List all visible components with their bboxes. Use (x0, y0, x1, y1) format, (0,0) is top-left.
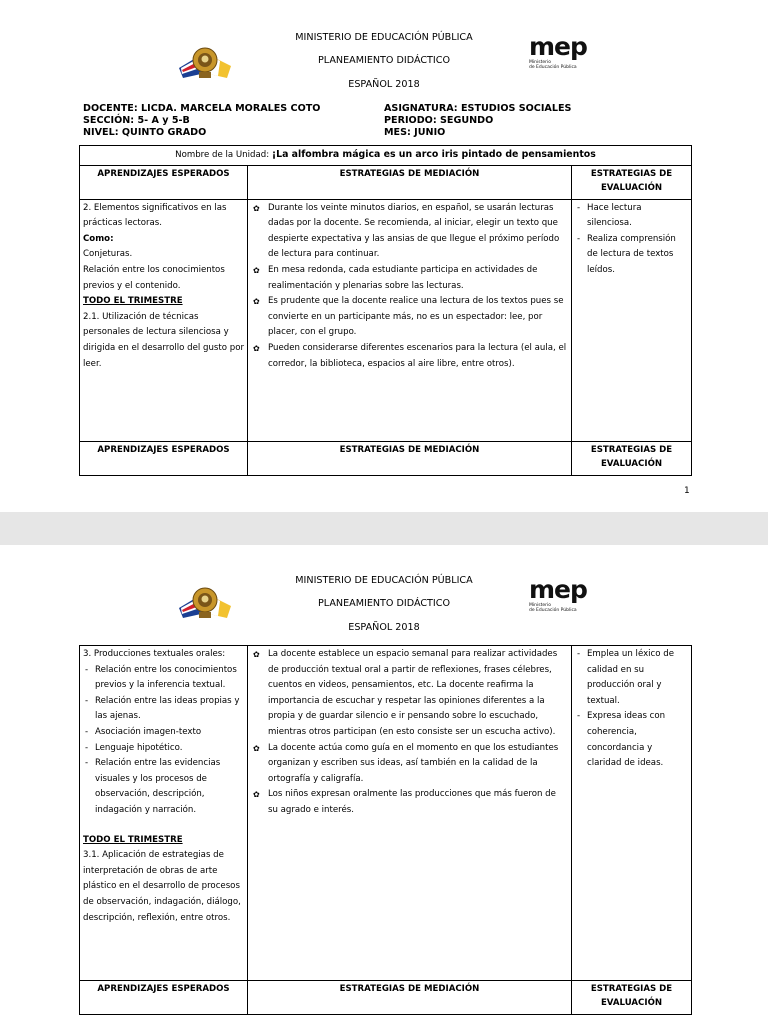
col-footer-mediacion: ESTRATEGIAS DE MEDIACIÓN (248, 981, 572, 1015)
evaluacion-cell (572, 646, 692, 981)
seccion-label: SECCIÓN: 5- A y 5-B (83, 115, 190, 126)
list-item: ✿ La docente establece un espacio semanal para realizar actividades de producción textual oral a partir de reflexiones, frases célebres, cuentos en videos, pensamientos, etc. La docente reafirma la importancia de escuchar y respetar las opiniones diferentes a la propia y de guardar silencio e ir pensando sobre lo escuchado, mientras otros participan (en esto consiste ser un escucha activo). (251, 647, 568, 741)
page-separator (0, 512, 768, 545)
col-header-mediacion: ESTRATEGIAS DE MEDIACIÓN (248, 165, 572, 199)
list-item: - Relación entre los conocimientos previos y la inferencia textual. (83, 663, 244, 694)
page-number: 1 (684, 486, 690, 496)
list-item: ✿ Pueden considerarse diferentes escenarios para la lectura (el aula, el corredor, la biblioteca, espacios al aire libre, entre otros). (251, 341, 568, 372)
periodo-label: PERIODO: SEGUNDO (384, 115, 494, 126)
col-header-aprendizajes: APRENDIZAJES ESPERADOS (80, 165, 248, 199)
teacher-info (83, 103, 320, 139)
list-item: ✿ En mesa redonda, cada estudiante participa en actividades de realimentación y plenarias sobre las lecturas. (251, 263, 568, 294)
header-ministry: MINISTERIO DE EDUCACIÓN PÚBLICA (295, 575, 473, 586)
aprendizajes-cell: 2. Elementos significativos en las prácticas lectoras. Como: Conjeturas. Relación entre los conocimientos previos y el contenido. TODO EL TRIMESTRE 2.1. Utilización de técnicas personales de lectura silenciosa y dirigida en el desarrollo del gusto por leer. (80, 199, 248, 441)
list-item: - Realiza comprensión de lectura de textos leídos. (575, 232, 688, 279)
header-planeamiento: PLANEAMIENTO DIDÁCTICO (318, 598, 450, 609)
table-footer-row (80, 441, 692, 475)
list-item: ✿ Durante los veinte minutos diarios, en español, se usarán lecturas dadas por la docente. Se recomienda, al iniciar, elegir un texto que despierte expectativa y las ansias de que llegue el próximo período de lectura para continuar. (251, 201, 568, 263)
list-item: ✿ La docente actúa como guía en el momento en que los estudiantes organizan y escriben sus ideas, así también en la calidad de la ortografía y caligrafía. (251, 741, 568, 788)
col-footer-evaluacion: ESTRATEGIAS DE EVALUACIÓN (572, 441, 692, 475)
list-item: - Relación entre las ideas propias y las ajenas. (83, 694, 244, 725)
document-page-2 (0, 545, 768, 1024)
subject-info (384, 103, 571, 139)
table-header-row (80, 165, 692, 199)
list-item: - Hace lectura silenciosa. (575, 201, 688, 232)
mep-logo (527, 577, 587, 613)
table-row (80, 646, 692, 981)
list-item: ✿ Es prudente que la docente realice una lectura de los textos pues se convierte en un participante más, no es un espectador: lee, por placer, con el grupo. (251, 294, 568, 341)
mep-logo (527, 34, 587, 70)
header-espanol: ESPAÑOL 2018 (348, 79, 420, 90)
aprendizajes-cell: 3. Producciones textuales orales: - Relación entre los conocimientos previos y la inferencia textual. - Relación entre las ideas propias y las ajenas. - Asociación imagen-texto - Lenguaje hipotético. - Relación entre las evidencias visuales y los procesos de observación, descripción, indagación y narración. TODO EL TRIMESTRE 3.1. Aplicación de estrategias de interpretación de obras de arte plástico en el desarrollo de procesos de observación, indagación, diálogo, descripción, reflexión, entre otros. (80, 646, 248, 981)
table-row (80, 199, 692, 441)
header-espanol: ESPAÑOL 2018 (348, 622, 420, 633)
mep-logo-word: mep (529, 575, 587, 604)
mediacion-cell (248, 199, 572, 441)
table-footer-row (80, 981, 692, 1015)
mediacion-cell (248, 646, 572, 981)
mes-label: MES: JUNIO (384, 127, 446, 138)
col-footer-evaluacion: ESTRATEGIAS DE EVALUACIÓN (572, 981, 692, 1015)
mep-logo-word: mep (529, 32, 587, 61)
unit-name: Nombre de la Unidad: ¡La alfombra mágica es un arco iris pintado de pensamientos (80, 146, 692, 166)
planning-table-2 (79, 645, 692, 1015)
list-item: - Lenguaje hipotético. (83, 741, 244, 757)
asignatura-label: ASIGNATURA: ESTUDIOS SOCIALES (384, 103, 572, 114)
list-item: - Expresa ideas con coherencia, concordancia y claridad de ideas. (575, 709, 688, 771)
col-footer-mediacion: ESTRATEGIAS DE MEDIACIÓN (248, 441, 572, 475)
mep-logo-subtitle: Ministerio de Educación Pública (529, 60, 577, 70)
nivel-label: NIVEL: QUINTO GRADO (83, 127, 207, 138)
col-footer-aprendizajes: APRENDIZAJES ESPERADOS (80, 981, 248, 1015)
planning-table-1 (79, 145, 692, 476)
col-footer-aprendizajes: APRENDIZAJES ESPERADOS (80, 441, 248, 475)
col-header-evaluacion: ESTRATEGIAS DE EVALUACIÓN (572, 165, 692, 199)
evaluacion-cell (572, 199, 692, 441)
header-ministry: MINISTERIO DE EDUCACIÓN PÚBLICA (295, 32, 473, 43)
docente-label: DOCENTE: LICDA. MARCELA MORALES COTO (83, 103, 321, 114)
header-planeamiento: PLANEAMIENTO DIDÁCTICO (318, 55, 450, 66)
mep-logo-subtitle: Ministerio de Educación Pública (529, 603, 577, 613)
unit-row (80, 146, 692, 166)
list-item: - Emplea un léxico de calidad en su producción oral y textual. (575, 647, 688, 709)
list-item: - Relación entre las evidencias visuales y los procesos de observación, descripción, indagación y narración. (83, 756, 244, 818)
list-item: - Asociación imagen-texto (83, 725, 244, 741)
list-item: ✿ Los niños expresan oralmente las producciones que más fueron de su agrado e interés. (251, 787, 568, 818)
